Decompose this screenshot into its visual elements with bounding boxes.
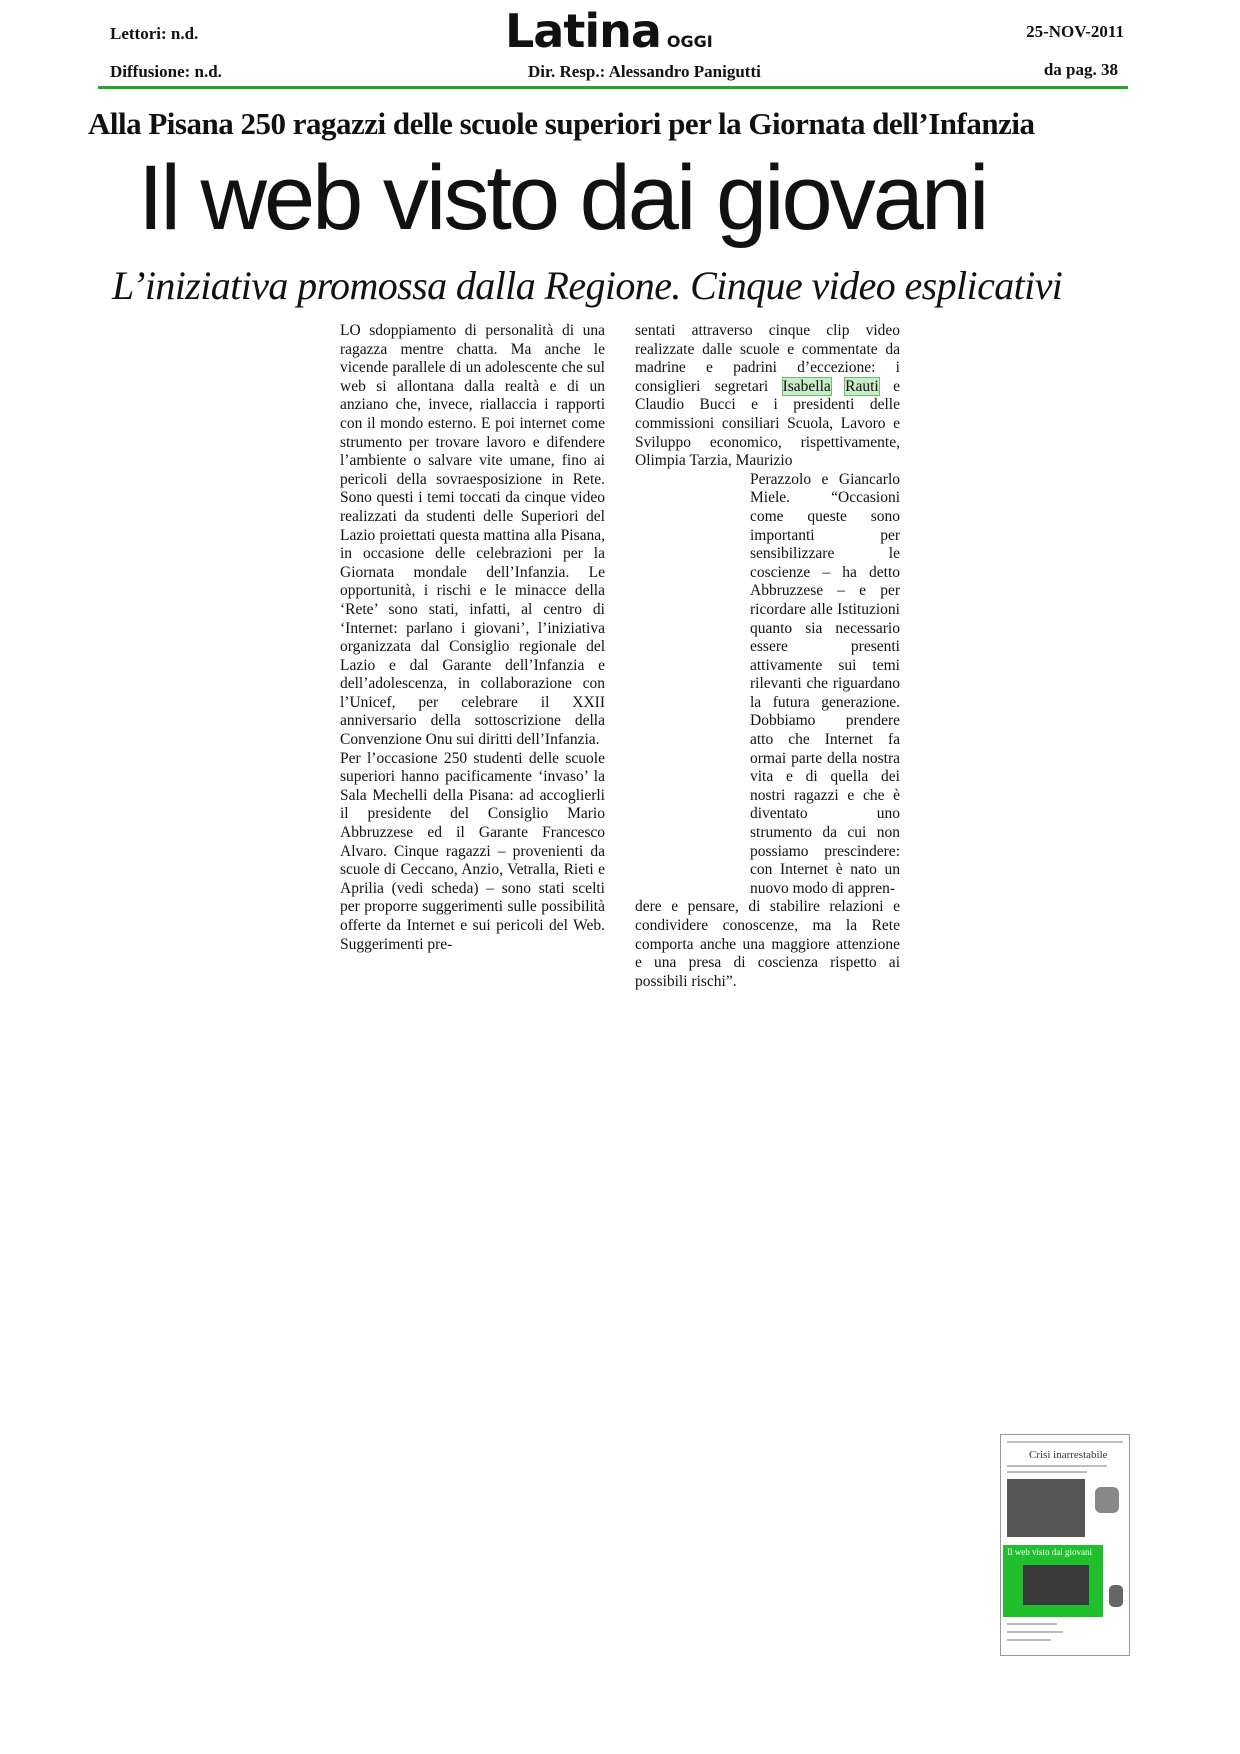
masthead-logo <box>505 4 713 58</box>
column-2-text-a: sentati attraverso cinque clip video realizzate dalle scuole e commentate da madrine e padrini d’eccezione: i consiglieri segretari <box>635 322 900 395</box>
article-kicker: Alla Pisana 250 ragazzi delle scuole superiori per la Giornata dell’Infanzia <box>88 106 1035 141</box>
thumbnail-text-line <box>1007 1631 1063 1633</box>
editor-label: Dir. Resp.: Alessandro Panigutti <box>528 62 761 81</box>
masthead-subtitle: OGGI <box>666 32 713 51</box>
highlighted-name-first: Isabella <box>782 377 831 395</box>
article-paragraph <box>635 322 900 471</box>
article-column-2 <box>635 322 900 991</box>
article-paragraph: LO sdoppiamento di personalità di una ragazza mentre chatta. Ma anche le vicende parallele di un adolescente che sul web si allontana dalla realtà e di un anziano che, invece, riallaccia i rapporti con il mondo esterno. E poi internet come strumento per trovare lavoro e difendere l’ambiente o salvare vite umane, fino ai pericoli della sovraesposizione in Rete. Sono questi i temi toccati da cinque video realizzati da studenti delle Superiori del Lazio proiettati questa mattina alla Pisana, in occasione delle celebrazioni per la Giornata mondale dell’Infanzia. Le opportunità, i rischi e le minacce della ‘Rete’ sono stati, infatti, al centro di ‘Internet: parlano i giovani’, l’iniziativa organizzata dal Consiglio regionale del Lazio e dal Garante dell’Infanzia e dell’adolescenza, in collaborazione con l’Unicef, per celebrare il XXII anniversario della sottoscrizione della Convenzione Onu sui diritti dell’Infanzia. <box>340 322 605 749</box>
thumbnail-text-line <box>1007 1623 1057 1625</box>
article-paragraph: dere e pensare, di stabilire relazioni e condividere conoscenze, ma la Rete comporta anche una maggiore attenzione e una presa di coscienza rispetto ai possibili rischi”. <box>635 898 900 990</box>
thumbnail-portrait <box>1095 1487 1119 1513</box>
article-subhead: L’iniziativa promossa dalla Regione. Cinque video esplicativi <box>112 263 1063 308</box>
article-headline: Il web visto dai giovani <box>138 147 987 249</box>
article-paragraph-indented: Perazzolo e Giancarlo Miele. “Occasioni come queste sono importanti per sensibilizzare le coscienze – ha detto Abbruzzese – e per ricordare alle Istituzioni quanto sia necessario essere presenti attivamente sui temi rilevanti che riguardano la futura generazione. Dobbiamo prendere atto che Internet fa ormai parte della nostra vita e di quella dei nostri ragazzi e che è diventato uno strumento da cui non possiamo prescindere: con Internet è nato un nuovo modo di appren- <box>750 470 900 897</box>
highlighted-name-last: Rauti <box>845 377 879 395</box>
page-reference: da pag. 38 <box>1043 60 1118 79</box>
article-paragraph: Per l’occasione 250 studenti delle scuole superiori hanno pacificamente ‘invaso’ la Sala Mechelli della Pisana: ad accoglierli il presidente del Consiglio Mario Abbruzzese ed il Garante Francesco Alvaro. Cinque ragazzi – provenienti da scuole di Ceccano, Anzio, Vetralla, Rieti e Aprilia (vedi scheda) – sono stati scelti per proporre suggerimenti sulle possibilità offerte da Internet e sui pericoli del Web. Suggerimenti pre- <box>340 749 605 953</box>
article-column-1 <box>340 322 605 954</box>
thumbnail-title: Crisi inarrestabile <box>1029 1449 1108 1461</box>
column-2-text-b: e Claudio Bucci e i presidenti delle commissioni consiliari Scuola, Lavoro e Sviluppo economico, rispettivamente, Olimpia Tarzia, Maurizio <box>635 377 901 470</box>
thumbnail-face <box>1109 1585 1123 1607</box>
header-rule <box>98 86 1128 89</box>
circulation-label: Diffusione: n.d. <box>110 62 222 81</box>
thumbnail-header-line <box>1007 1441 1123 1443</box>
thumbnail-highlight-title: Il web visto dai giovani <box>1007 1547 1092 1557</box>
thumbnail-text-line <box>1007 1471 1087 1473</box>
masthead-title: Latina <box>505 4 661 58</box>
thumbnail-text-line <box>1007 1465 1107 1467</box>
readers-label: Lettori: n.d. <box>110 24 199 43</box>
page-thumbnail <box>1000 1434 1130 1656</box>
thumbnail-highlight-photo <box>1023 1565 1089 1605</box>
issue-date: 25-NOV-2011 <box>1026 22 1124 41</box>
thumbnail-text-line <box>1007 1639 1051 1641</box>
thumbnail-photo <box>1007 1479 1085 1537</box>
